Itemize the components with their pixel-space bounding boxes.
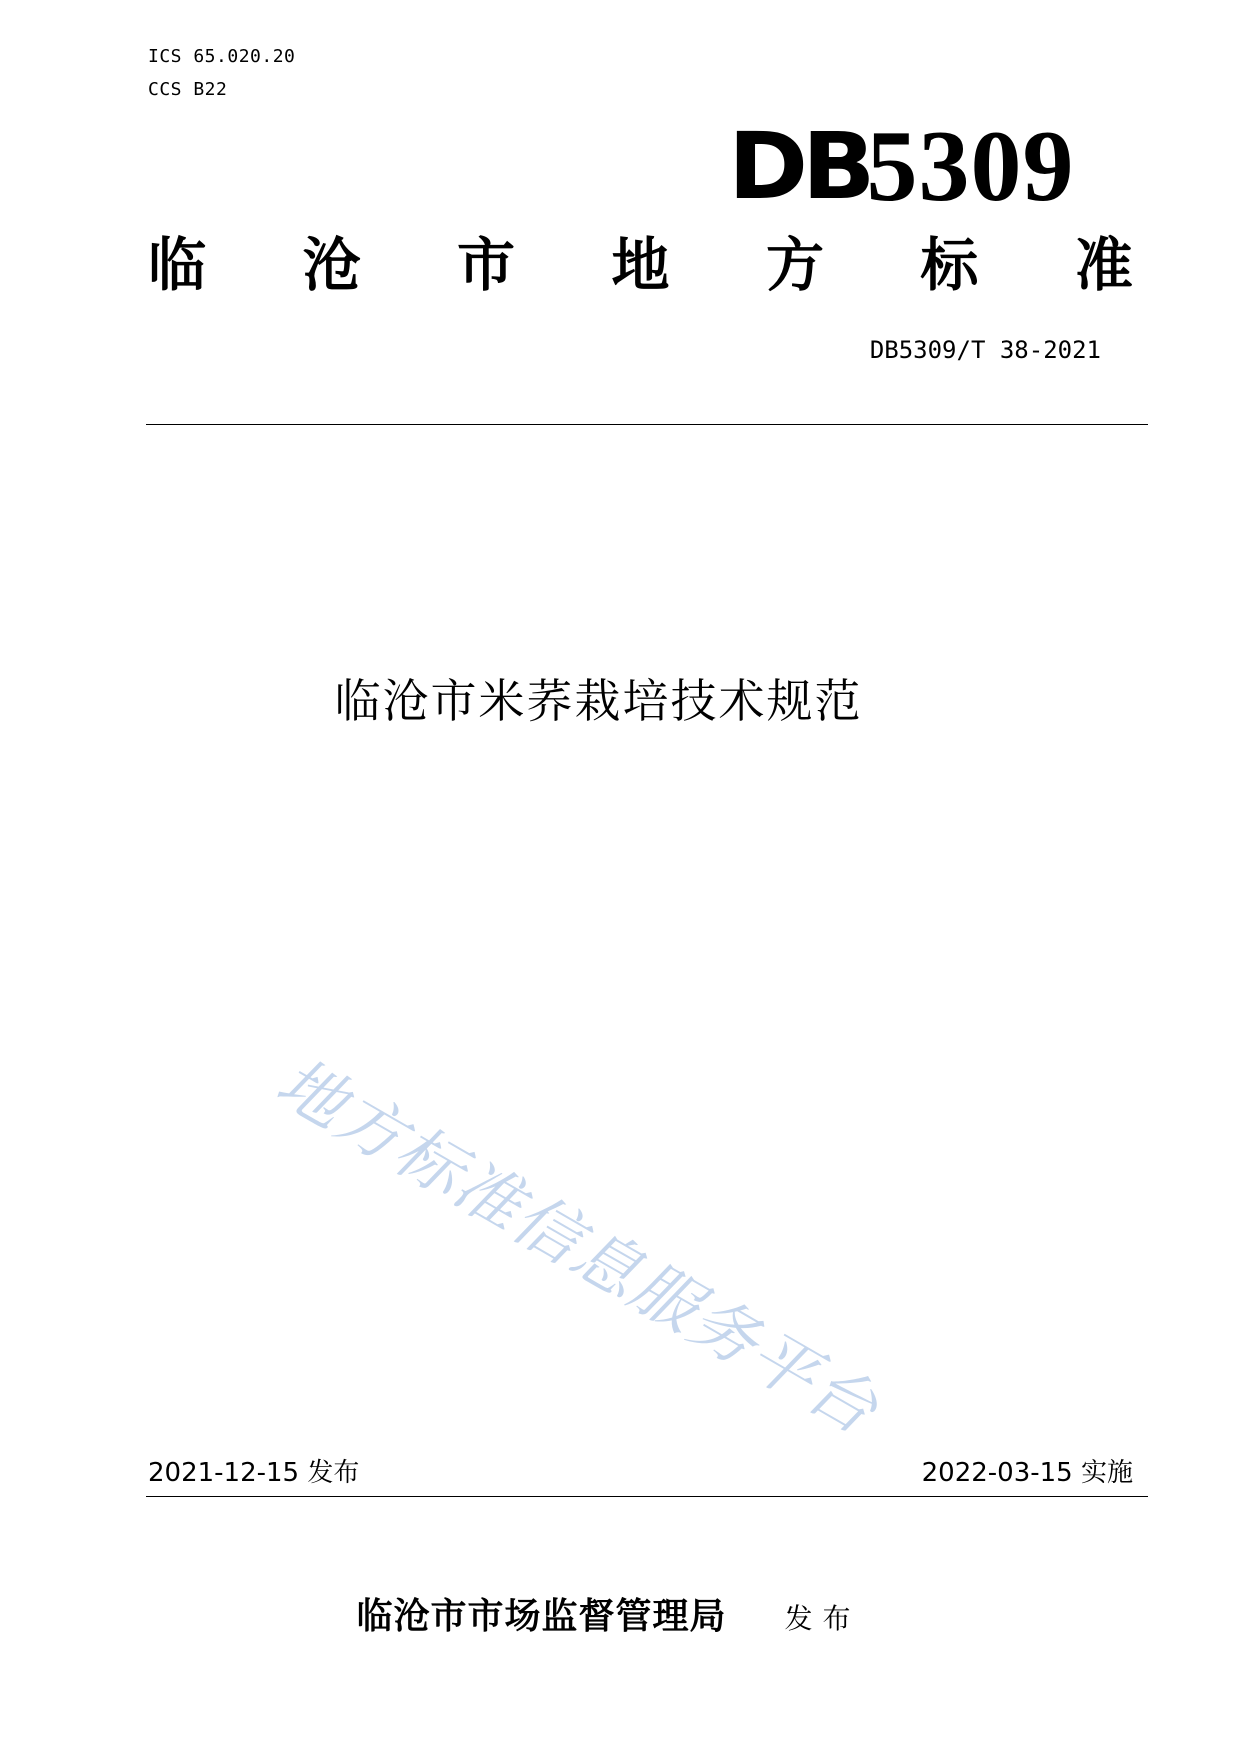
db-logo-number: 5309 [866,110,1075,223]
standard-type-char: 地 [611,231,670,299]
bottom-divider [146,1496,1148,1497]
document-title [0,665,1241,731]
top-divider [146,424,1148,425]
publish-label: 发布 [784,1602,861,1635]
publisher-line [0,1588,1241,1639]
db-logo [728,110,1075,223]
ccs-code: CCS B22 [148,79,228,100]
standard-type-heading [148,230,1133,300]
ics-code: ICS 65.020.20 [148,46,296,67]
standard-number: DB5309/T 38-2021 [869,336,1101,364]
standard-type-char: 准 [1074,231,1133,299]
standard-type-char: 标 [920,231,979,299]
standard-type-char: 临 [148,231,207,299]
issue-date: 2021-12-15 发布 [148,1458,360,1488]
document-title-text: 临沧市米荞栽培技术规范 [334,674,863,728]
db-logo-letters: DB [728,113,870,220]
publisher-name: 临沧市市场监督管理局 [356,1596,727,1637]
standard-type-char: 市 [456,231,515,299]
watermark: 地方标准信息服务平台 [264,1042,892,1450]
implementation-date: 2022-03-15 实施 [921,1458,1133,1488]
standard-type-char: 沧 [302,231,361,299]
standard-type-char: 方 [765,231,824,299]
